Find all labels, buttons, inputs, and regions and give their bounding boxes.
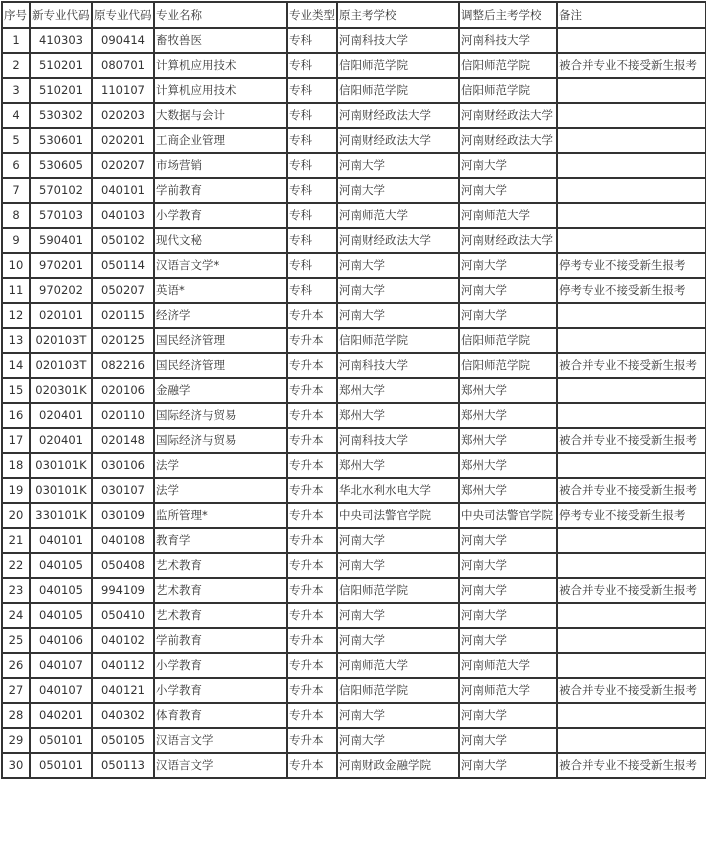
- cell-major-name: 法学: [154, 453, 287, 478]
- cell-major-name: 市场营销: [154, 153, 287, 178]
- cell-index: 12: [2, 303, 30, 328]
- cell-note: [557, 628, 706, 653]
- table-row: [2, 303, 706, 328]
- cell-note: [557, 603, 706, 628]
- cell-note: [557, 453, 706, 478]
- cell-index: 10: [2, 253, 30, 278]
- cell-major-name: 监所管理*: [154, 503, 287, 528]
- cell-adjusted-school: 河南财经政法大学: [459, 103, 557, 128]
- cell-major-name: 法学: [154, 478, 287, 503]
- cell-adjusted-school: 河南师范大学: [459, 203, 557, 228]
- cell-adjusted-school: 河南大学: [459, 303, 557, 328]
- table-row: [2, 553, 706, 578]
- cell-adjusted-school: 信阳师范学院: [459, 328, 557, 353]
- cell-original-school: 河南大学: [337, 528, 459, 553]
- cell-index: 6: [2, 153, 30, 178]
- cell-new-code: 040107: [30, 653, 92, 678]
- cell-index: 1: [2, 28, 30, 53]
- cell-major-type: 专科: [287, 253, 337, 278]
- cell-index: 3: [2, 78, 30, 103]
- cell-major-type: 专升本: [287, 378, 337, 403]
- cell-new-code: 530302: [30, 103, 92, 128]
- cell-original-school: 河南大学: [337, 628, 459, 653]
- cell-index: 30: [2, 753, 30, 778]
- table-row: [2, 528, 706, 553]
- cell-old-code: 040102: [92, 628, 154, 653]
- cell-major-type: 专升本: [287, 453, 337, 478]
- header-major-name: 专业名称: [154, 2, 287, 28]
- table-row: [2, 478, 706, 503]
- cell-note: [557, 28, 706, 53]
- cell-major-name: 艺术教育: [154, 553, 287, 578]
- cell-index: 24: [2, 603, 30, 628]
- cell-index: 9: [2, 228, 30, 253]
- cell-old-code: 020110: [92, 403, 154, 428]
- cell-new-code: 970201: [30, 253, 92, 278]
- cell-note: [557, 703, 706, 728]
- table-row: [2, 728, 706, 753]
- cell-note: 停考专业不接受新生报考: [557, 503, 706, 528]
- cell-new-code: 050101: [30, 753, 92, 778]
- table-row: [2, 253, 706, 278]
- cell-new-code: 330101K: [30, 503, 92, 528]
- cell-old-code: 080701: [92, 53, 154, 78]
- cell-major-name: 计算机应用技术: [154, 78, 287, 103]
- cell-index: 7: [2, 178, 30, 203]
- cell-major-name: 体育教育: [154, 703, 287, 728]
- header-new-code: 新专业代码: [30, 2, 92, 28]
- cell-original-school: 郑州大学: [337, 453, 459, 478]
- table-row: [2, 103, 706, 128]
- cell-note: 被合并专业不接受新生报考: [557, 53, 706, 78]
- cell-original-school: 河南大学: [337, 603, 459, 628]
- cell-original-school: 信阳师范学院: [337, 78, 459, 103]
- cell-major-name: 汉语言文学: [154, 728, 287, 753]
- cell-adjusted-school: 信阳师范学院: [459, 353, 557, 378]
- cell-major-name: 学前教育: [154, 628, 287, 653]
- cell-index: 28: [2, 703, 30, 728]
- cell-index: 14: [2, 353, 30, 378]
- cell-adjusted-school: 河南大学: [459, 553, 557, 578]
- cell-major-type: 专升本: [287, 628, 337, 653]
- cell-new-code: 020401: [30, 403, 92, 428]
- cell-index: 17: [2, 428, 30, 453]
- table-row: [2, 353, 706, 378]
- cell-adjusted-school: 信阳师范学院: [459, 53, 557, 78]
- cell-major-type: 专科: [287, 128, 337, 153]
- cell-note: 被合并专业不接受新生报考: [557, 678, 706, 703]
- table-row: [2, 678, 706, 703]
- cell-adjusted-school: 河南师范大学: [459, 653, 557, 678]
- cell-adjusted-school: 河南科技大学: [459, 28, 557, 53]
- cell-note: 被合并专业不接受新生报考: [557, 478, 706, 503]
- table-body: [2, 28, 706, 778]
- cell-old-code: 020115: [92, 303, 154, 328]
- cell-note: [557, 653, 706, 678]
- cell-new-code: 020401: [30, 428, 92, 453]
- cell-new-code: 040201: [30, 703, 92, 728]
- cell-new-code: 020103T: [30, 353, 92, 378]
- cell-note: 被合并专业不接受新生报考: [557, 353, 706, 378]
- cell-original-school: 信阳师范学院: [337, 578, 459, 603]
- table-row: [2, 703, 706, 728]
- table-row: [2, 628, 706, 653]
- cell-old-code: 050113: [92, 753, 154, 778]
- table-row: [2, 278, 706, 303]
- cell-major-type: 专升本: [287, 403, 337, 428]
- cell-new-code: 530601: [30, 128, 92, 153]
- table-row: [2, 653, 706, 678]
- cell-original-school: 信阳师范学院: [337, 53, 459, 78]
- cell-new-code: 040101: [30, 528, 92, 553]
- cell-old-code: 050114: [92, 253, 154, 278]
- cell-adjusted-school: 郑州大学: [459, 378, 557, 403]
- table-header-row: [2, 2, 706, 28]
- cell-new-code: 040105: [30, 603, 92, 628]
- cell-original-school: 河南大学: [337, 703, 459, 728]
- cell-adjusted-school: 郑州大学: [459, 478, 557, 503]
- cell-old-code: 082216: [92, 353, 154, 378]
- table-row: [2, 578, 706, 603]
- cell-index: 25: [2, 628, 30, 653]
- cell-new-code: 410303: [30, 28, 92, 53]
- cell-major-name: 艺术教育: [154, 603, 287, 628]
- cell-original-school: 郑州大学: [337, 403, 459, 428]
- cell-major-type: 专科: [287, 153, 337, 178]
- cell-note: 停考专业不接受新生报考: [557, 253, 706, 278]
- cell-old-code: 020148: [92, 428, 154, 453]
- cell-major-name: 小学教育: [154, 203, 287, 228]
- cell-major-name: 国际经济与贸易: [154, 428, 287, 453]
- cell-note: [557, 528, 706, 553]
- header-note: 备注: [557, 2, 706, 28]
- cell-new-code: 050101: [30, 728, 92, 753]
- header-index: 序号: [2, 2, 30, 28]
- cell-original-school: 河南大学: [337, 553, 459, 578]
- cell-major-name: 英语*: [154, 278, 287, 303]
- cell-original-school: 河南师范大学: [337, 653, 459, 678]
- cell-original-school: 河南科技大学: [337, 353, 459, 378]
- cell-original-school: 河南财经政法大学: [337, 103, 459, 128]
- cell-major-type: 专升本: [287, 353, 337, 378]
- cell-major-type: 专升本: [287, 578, 337, 603]
- cell-adjusted-school: 郑州大学: [459, 428, 557, 453]
- cell-major-name: 经济学: [154, 303, 287, 328]
- cell-new-code: 040105: [30, 553, 92, 578]
- cell-major-name: 小学教育: [154, 678, 287, 703]
- cell-major-name: 国民经济管理: [154, 328, 287, 353]
- cell-note: [557, 178, 706, 203]
- cell-new-code: 020101: [30, 303, 92, 328]
- cell-old-code: 040101: [92, 178, 154, 203]
- cell-original-school: 河南科技大学: [337, 28, 459, 53]
- cell-major-type: 专升本: [287, 753, 337, 778]
- cell-old-code: 050410: [92, 603, 154, 628]
- cell-index: 20: [2, 503, 30, 528]
- cell-note: [557, 328, 706, 353]
- cell-index: 27: [2, 678, 30, 703]
- cell-old-code: 050105: [92, 728, 154, 753]
- cell-major-type: 专升本: [287, 678, 337, 703]
- table-row: [2, 203, 706, 228]
- cell-original-school: 郑州大学: [337, 378, 459, 403]
- cell-original-school: 河南大学: [337, 278, 459, 303]
- cell-new-code: 570102: [30, 178, 92, 203]
- cell-adjusted-school: 河南大学: [459, 628, 557, 653]
- table-row: [2, 753, 706, 778]
- cell-adjusted-school: 河南财经政法大学: [459, 128, 557, 153]
- cell-original-school: 河南科技大学: [337, 428, 459, 453]
- major-adjustment-table: [1, 1, 706, 779]
- cell-note: 停考专业不接受新生报考: [557, 278, 706, 303]
- cell-old-code: 040112: [92, 653, 154, 678]
- cell-adjusted-school: 河南大学: [459, 578, 557, 603]
- cell-adjusted-school: 河南大学: [459, 178, 557, 203]
- cell-index: 18: [2, 453, 30, 478]
- cell-new-code: 030101K: [30, 453, 92, 478]
- cell-note: [557, 228, 706, 253]
- cell-original-school: 中央司法警官学院: [337, 503, 459, 528]
- cell-note: [557, 403, 706, 428]
- cell-index: 8: [2, 203, 30, 228]
- table-row: [2, 128, 706, 153]
- cell-adjusted-school: 河南大学: [459, 278, 557, 303]
- cell-adjusted-school: 河南财经政法大学: [459, 228, 557, 253]
- cell-index: 19: [2, 478, 30, 503]
- cell-note: [557, 553, 706, 578]
- table-row: [2, 453, 706, 478]
- header-major-type: 专业类型: [287, 2, 337, 28]
- cell-major-type: 专科: [287, 28, 337, 53]
- cell-major-type: 专科: [287, 78, 337, 103]
- cell-old-code: 050408: [92, 553, 154, 578]
- cell-major-type: 专升本: [287, 528, 337, 553]
- cell-major-type: 专科: [287, 228, 337, 253]
- cell-adjusted-school: 郑州大学: [459, 453, 557, 478]
- cell-note: [557, 203, 706, 228]
- cell-adjusted-school: 郑州大学: [459, 403, 557, 428]
- cell-new-code: 590401: [30, 228, 92, 253]
- cell-adjusted-school: 河南大学: [459, 703, 557, 728]
- cell-note: [557, 153, 706, 178]
- cell-old-code: 050102: [92, 228, 154, 253]
- cell-old-code: 020203: [92, 103, 154, 128]
- cell-original-school: 河南财经政法大学: [337, 228, 459, 253]
- cell-major-type: 专升本: [287, 653, 337, 678]
- table-row: [2, 603, 706, 628]
- cell-index: 15: [2, 378, 30, 403]
- cell-major-type: 专升本: [287, 728, 337, 753]
- cell-note: [557, 378, 706, 403]
- cell-major-name: 现代文秘: [154, 228, 287, 253]
- cell-major-name: 畜牧兽医: [154, 28, 287, 53]
- cell-note: 被合并专业不接受新生报考: [557, 428, 706, 453]
- table-row: [2, 28, 706, 53]
- cell-old-code: 040108: [92, 528, 154, 553]
- table-row: [2, 53, 706, 78]
- cell-note: [557, 103, 706, 128]
- cell-old-code: 994109: [92, 578, 154, 603]
- table-row: [2, 228, 706, 253]
- cell-major-type: 专科: [287, 203, 337, 228]
- cell-new-code: 510201: [30, 53, 92, 78]
- cell-major-name: 艺术教育: [154, 578, 287, 603]
- cell-old-code: 040121: [92, 678, 154, 703]
- cell-original-school: 河南大学: [337, 303, 459, 328]
- cell-new-code: 510201: [30, 78, 92, 103]
- cell-original-school: 河南财经政法大学: [337, 128, 459, 153]
- cell-original-school: 信阳师范学院: [337, 328, 459, 353]
- cell-note: [557, 128, 706, 153]
- cell-note: [557, 303, 706, 328]
- cell-new-code: 040107: [30, 678, 92, 703]
- table-row: [2, 503, 706, 528]
- table-row: [2, 428, 706, 453]
- cell-major-type: 专升本: [287, 428, 337, 453]
- header-original-school: 原主考学校: [337, 2, 459, 28]
- cell-major-name: 学前教育: [154, 178, 287, 203]
- cell-note: 被合并专业不接受新生报考: [557, 578, 706, 603]
- cell-original-school: 河南大学: [337, 728, 459, 753]
- cell-index: 4: [2, 103, 30, 128]
- cell-index: 21: [2, 528, 30, 553]
- cell-index: 2: [2, 53, 30, 78]
- cell-major-type: 专升本: [287, 303, 337, 328]
- cell-major-name: 汉语言文学: [154, 753, 287, 778]
- cell-major-type: 专科: [287, 178, 337, 203]
- header-old-code: 原专业代码: [92, 2, 154, 28]
- cell-index: 29: [2, 728, 30, 753]
- table-row: [2, 378, 706, 403]
- cell-adjusted-school: 河南大学: [459, 603, 557, 628]
- cell-major-name: 工商企业管理: [154, 128, 287, 153]
- cell-major-name: 大数据与会计: [154, 103, 287, 128]
- cell-new-code: 970202: [30, 278, 92, 303]
- cell-adjusted-school: 河南大学: [459, 253, 557, 278]
- header-adjusted-school: 调整后主考学校: [459, 2, 557, 28]
- cell-original-school: 信阳师范学院: [337, 678, 459, 703]
- cell-old-code: 020106: [92, 378, 154, 403]
- cell-adjusted-school: 中央司法警官学院: [459, 503, 557, 528]
- cell-old-code: 030107: [92, 478, 154, 503]
- cell-new-code: 020301K: [30, 378, 92, 403]
- cell-note: [557, 728, 706, 753]
- cell-index: 13: [2, 328, 30, 353]
- cell-new-code: 040105: [30, 578, 92, 603]
- cell-index: 23: [2, 578, 30, 603]
- cell-adjusted-school: 河南大学: [459, 528, 557, 553]
- cell-old-code: 020207: [92, 153, 154, 178]
- cell-major-name: 国际经济与贸易: [154, 403, 287, 428]
- cell-major-type: 专升本: [287, 553, 337, 578]
- cell-old-code: 040103: [92, 203, 154, 228]
- cell-adjusted-school: 河南师范大学: [459, 678, 557, 703]
- cell-original-school: 河南大学: [337, 153, 459, 178]
- cell-original-school: 河南财政金融学院: [337, 753, 459, 778]
- cell-new-code: 530605: [30, 153, 92, 178]
- cell-major-name: 汉语言文学*: [154, 253, 287, 278]
- table-row: [2, 328, 706, 353]
- table-row: [2, 153, 706, 178]
- cell-index: 16: [2, 403, 30, 428]
- cell-old-code: 040302: [92, 703, 154, 728]
- cell-major-type: 专升本: [287, 328, 337, 353]
- cell-old-code: 090414: [92, 28, 154, 53]
- cell-index: 22: [2, 553, 30, 578]
- cell-adjusted-school: 信阳师范学院: [459, 78, 557, 103]
- cell-new-code: 020103T: [30, 328, 92, 353]
- cell-major-name: 计算机应用技术: [154, 53, 287, 78]
- cell-major-type: 专升本: [287, 703, 337, 728]
- cell-old-code: 110107: [92, 78, 154, 103]
- cell-major-name: 金融学: [154, 378, 287, 403]
- cell-major-type: 专科: [287, 278, 337, 303]
- cell-major-type: 专升本: [287, 603, 337, 628]
- cell-note: 被合并专业不接受新生报考: [557, 753, 706, 778]
- cell-old-code: 050207: [92, 278, 154, 303]
- cell-note: [557, 78, 706, 103]
- cell-old-code: 030109: [92, 503, 154, 528]
- cell-original-school: 河南师范大学: [337, 203, 459, 228]
- table-row: [2, 178, 706, 203]
- cell-original-school: 华北水利水电大学: [337, 478, 459, 503]
- cell-major-type: 专科: [287, 103, 337, 128]
- cell-major-name: 小学教育: [154, 653, 287, 678]
- cell-old-code: 020125: [92, 328, 154, 353]
- cell-old-code: 030106: [92, 453, 154, 478]
- cell-original-school: 河南大学: [337, 178, 459, 203]
- cell-index: 26: [2, 653, 30, 678]
- cell-adjusted-school: 河南大学: [459, 728, 557, 753]
- cell-old-code: 020201: [92, 128, 154, 153]
- cell-new-code: 570103: [30, 203, 92, 228]
- table-row: [2, 403, 706, 428]
- table-row: [2, 78, 706, 103]
- cell-adjusted-school: 河南大学: [459, 153, 557, 178]
- cell-new-code: 030101K: [30, 478, 92, 503]
- cell-original-school: 河南大学: [337, 253, 459, 278]
- cell-major-name: 教育学: [154, 528, 287, 553]
- cell-new-code: 040106: [30, 628, 92, 653]
- cell-index: 11: [2, 278, 30, 303]
- cell-index: 5: [2, 128, 30, 153]
- cell-adjusted-school: 河南大学: [459, 753, 557, 778]
- cell-major-type: 专科: [287, 53, 337, 78]
- cell-major-type: 专升本: [287, 478, 337, 503]
- cell-major-name: 国民经济管理: [154, 353, 287, 378]
- cell-major-type: 专升本: [287, 503, 337, 528]
